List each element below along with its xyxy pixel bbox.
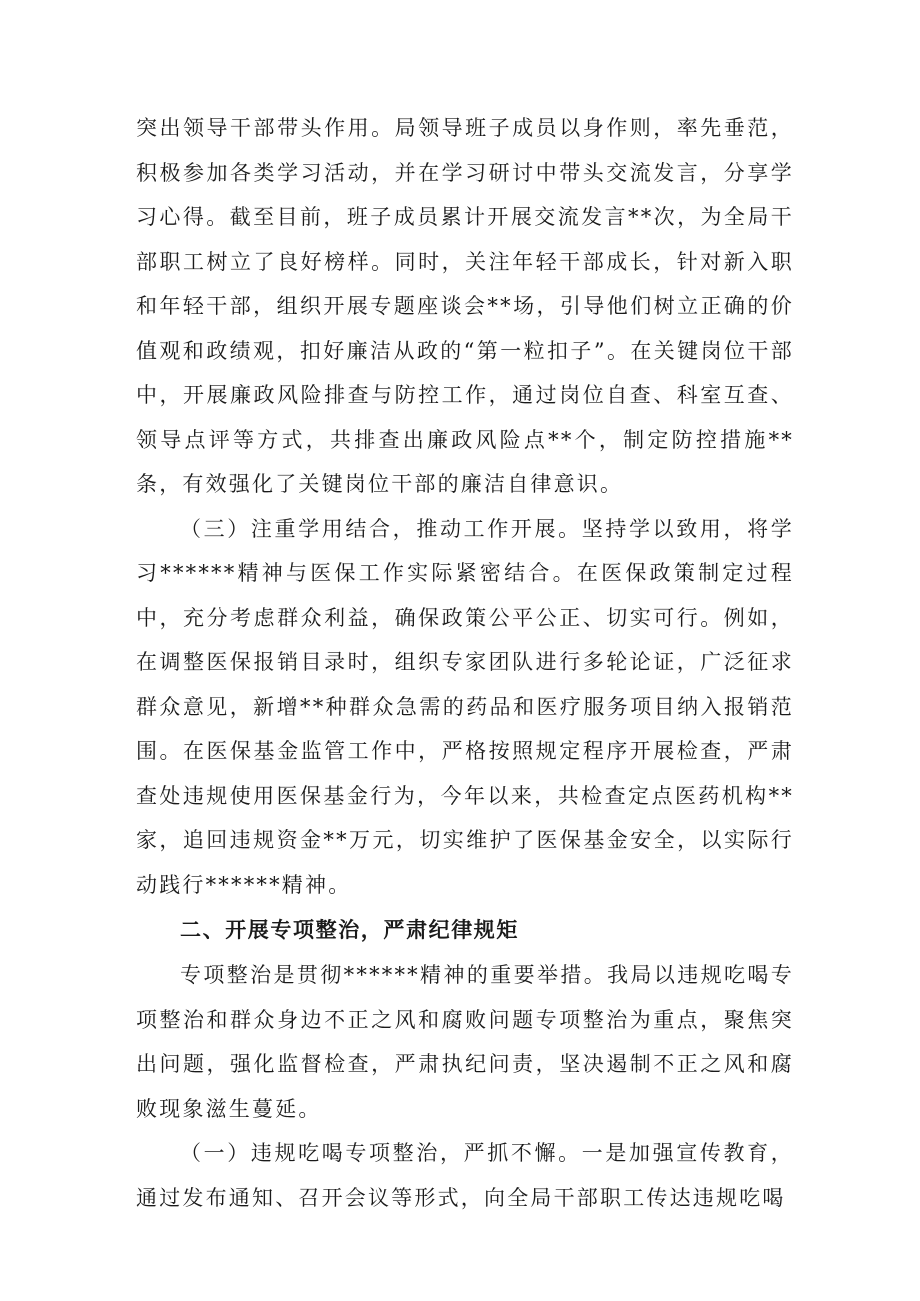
paragraph-study-application: （三）注重学用结合，推动工作开展。坚持学以致用，将学习******精神与医保工作实际紧密结合。在医保政策制定过程中，充分考虑群众利益，确保政策公平公正、切实可行。例如，在调整医保报销目录时，组织专家团队进行多轮论证，广泛征求群众意见，新增**种群众急需的药品和医疗服务项目纳入报销范围。在医保基金监管工作中，严格按照规定程序开展检查，严肃查处违规使用医保基金行为，今年以来，共检查定点医药机构**家，追回违规资金**万元，切实维护了医保基金安全，以实际行动践行******精神。 <box>136 516 794 897</box>
paragraph-leadership-role: 突出领导干部带头作用。局领导班子成员以身作则，率先垂范，积极参加各类学习活动，并在学习研讨中带头交流发言，分享学习心得。截至目前，班子成员累计开展交流发言**次，为全局干部职工树立了良好榜样。同时，关注年轻干部成长，针对新入职和年轻干部，组织开展专题座谈会**场，引导他们树立正确的价值观和政绩观，扣好廉洁从政的“第一粒扣子”。在关键岗位干部中，开展廉政风险排查与防控工作，通过岗位自查、科室互查、领导点评等方式，共排查出廉政风险点**个，制定防控措施**条，有效强化了关键岗位干部的廉洁自律意识。 <box>136 116 794 496</box>
document-body <box>136 106 794 1220</box>
paragraph-dining-rectification: （一）违规吃喝专项整治，严抓不懈。一是加强宣传教育，通过发布通知、召开会议等形式，向全局干部职工传达违规吃喝 <box>136 1141 794 1210</box>
section-heading-special-rectification: 二、开展专项整治，严肃纪律规矩 <box>180 918 519 942</box>
paragraph-rectification-intro: 专项整治是贯彻******精神的重要举措。我局以违规吃喝专项整治和群众身边不正之风和腐败问题专项整治为重点，聚焦突出问题，强化监督检查，严肃执纪问责，坚决遏制不正之风和腐败现象滋生蔓延。 <box>136 963 794 1121</box>
